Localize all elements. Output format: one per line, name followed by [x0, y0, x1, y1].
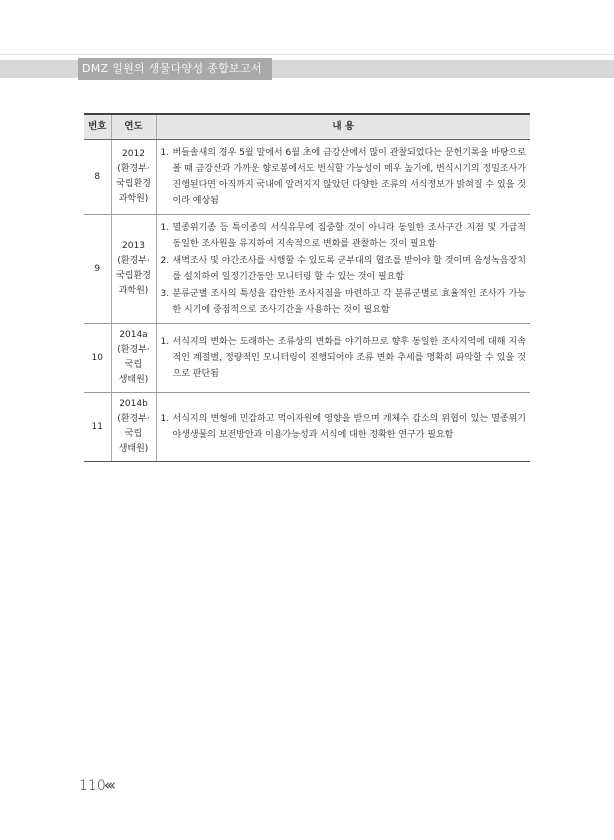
header-rule [0, 54, 614, 55]
table-header-row [84, 114, 530, 140]
header-year: 연도 [111, 114, 156, 140]
chevrons-left-icon: ‹‹‹ [104, 776, 113, 794]
item-text: 버들솔새의 경우 5월 말에서 6월 초에 금강산에서 많이 관찰되었다는 문헌기록을 바탕으로 볼 때 금강산과 가까운 향로봉에서도 번식할 가능성이 매우 높기에, 번식시기의 정밀조사가 진행된다면 아직까지 국내에 알려지지 않았던 다양한 조류의 서식정보가 밝혀질 수 있을 것이라 예상됨 [172, 148, 526, 206]
item-text: 새벽조사 및 야간조사를 시행할 수 있도록 군부대의 협조를 받아야 할 것이며 음성녹음장치를 설치하여 일정기간동안 모니터링 할 수 있는 것이 필요함 [172, 256, 526, 282]
row-content-cell [156, 140, 530, 215]
item-text: 서식지의 변화는 도래하는 조류상의 변화를 야기하므로 향후 동일한 조사지역에 대해 지속적인 계절별, 정량적인 모니터링이 진행되어야 조류 변화 추세를 명확히 파악할 수 있을 것으로 판단됨 [172, 337, 526, 379]
row-year-cell [111, 324, 156, 393]
content-list [161, 411, 527, 443]
year-line: (환경부· [117, 256, 150, 266]
year-line: 2013 [122, 241, 145, 251]
table-row [84, 393, 530, 462]
year-line: 국립 [124, 429, 143, 439]
header-number: 번호 [84, 114, 111, 140]
row-content-cell [156, 393, 530, 462]
item-text: 멸종위기종 등 특이종의 서식유무에 집중할 것이 아니라 동일한 조사구간 지점 및 가급적 동일한 조사원을 유지하여 지속적으로 변화를 관찰하는 것이 필요함 [172, 223, 526, 249]
item-marker: 1. [160, 414, 170, 424]
year-line: 국립 [124, 360, 143, 370]
year-line: (환경부· [117, 164, 150, 174]
item-marker: 2. [160, 256, 170, 266]
row-content-cell [156, 324, 530, 393]
row-year-cell [111, 215, 156, 324]
table-row [84, 324, 530, 393]
item-text: 서식지의 변형에 민감하고 먹이자원에 영향을 받으며 개체수 감소의 위협이 있는 멸종위기야생생물의 보전방안과 이용가능성과 서식에 대한 정확한 연구가 필요함 [172, 414, 526, 440]
table-row [84, 215, 530, 324]
year-line: 과학원) [118, 286, 149, 296]
row-number: 10 [84, 324, 111, 393]
year-line: 국립환경 [116, 179, 151, 189]
list-item [161, 334, 527, 382]
content-list [161, 145, 527, 209]
year-line: (환경부· [117, 345, 150, 355]
row-year-cell [111, 393, 156, 462]
year-line: 국립환경 [116, 271, 151, 281]
year-line: 2014b [119, 399, 148, 409]
item-marker: 3. [160, 289, 170, 299]
row-number: 8 [84, 140, 111, 215]
year-line: 2012 [122, 149, 145, 159]
year-line: 생태원) [118, 444, 149, 454]
item-marker: 1. [160, 148, 170, 158]
year-line: 2014a [119, 330, 148, 340]
row-number: 11 [84, 393, 111, 462]
content-list [161, 334, 527, 382]
list-item [161, 411, 527, 443]
year-line: 과학원) [118, 194, 149, 204]
content-list [161, 220, 527, 318]
list-item [161, 253, 527, 285]
page-number: 110 [79, 778, 106, 794]
list-item [161, 220, 527, 252]
item-marker: 1. [160, 337, 170, 347]
report-table [84, 113, 530, 462]
table-row [84, 140, 530, 215]
list-item [161, 286, 527, 318]
header-content: 내 용 [156, 114, 530, 140]
year-line: 생태원) [118, 375, 149, 385]
running-header-title: DMZ 일원의 생물다양성 종합보고서 [78, 58, 272, 80]
year-line: (환경부· [117, 414, 150, 424]
row-content-cell [156, 215, 530, 324]
list-item [161, 145, 527, 209]
row-number: 9 [84, 215, 111, 324]
row-year-cell [111, 140, 156, 215]
item-marker: 1. [160, 223, 170, 233]
item-text: 분류군별 조사의 특성을 감안한 조사지점을 마련하고 각 분류군별로 효율적인 조사가 가능한 시기에 중점적으로 조사기간을 사용하는 것이 필요함 [172, 289, 526, 315]
